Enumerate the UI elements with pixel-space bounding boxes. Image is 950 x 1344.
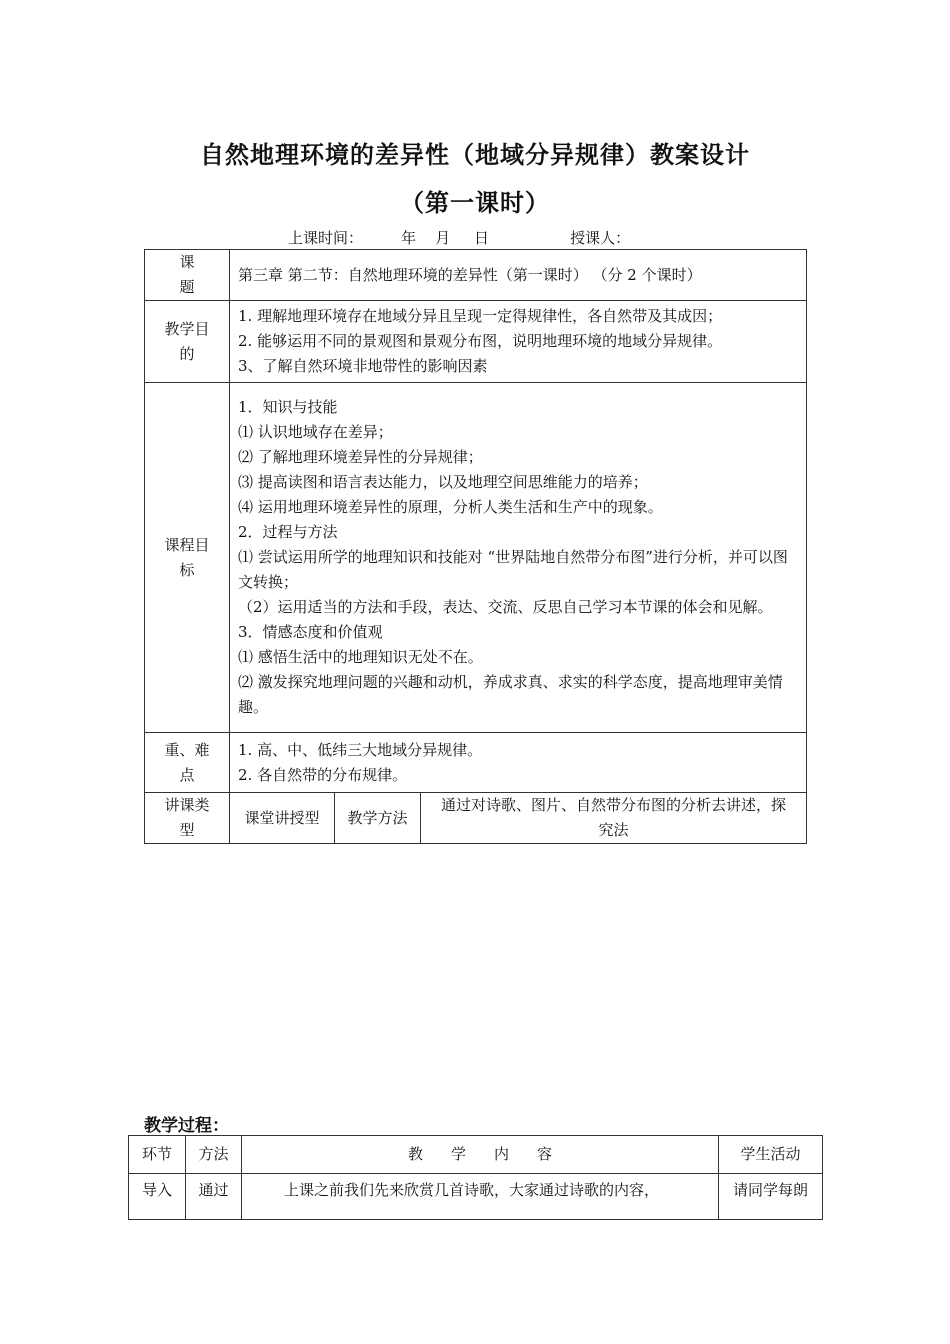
cell-method: 通过 bbox=[186, 1174, 242, 1220]
document-subtitle: （第一课时） bbox=[400, 189, 550, 217]
cell-student-activity: 请同学每朗 bbox=[719, 1174, 823, 1220]
process-title: 教学过程： bbox=[144, 1116, 229, 1136]
cell-section: 导入 bbox=[129, 1174, 186, 1220]
class-meta-line: 上课时间： 年 月 日 授课人： bbox=[288, 229, 631, 247]
header-section: 环节 bbox=[129, 1136, 186, 1174]
objectives-line: ⑷ 运用地理环境差异性的原理，分析人类生活和生产中的现象。 bbox=[238, 498, 663, 516]
aims-line: 3、了解自然环境非地带性的影响因素 bbox=[238, 357, 488, 375]
key-points-line: 1. 高、中、低纬三大地域分异规律。 bbox=[238, 740, 483, 759]
process-header-row bbox=[129, 1136, 823, 1174]
topic-row bbox=[145, 250, 807, 301]
lesson-info-table bbox=[144, 249, 807, 844]
method-label: 教学方法 bbox=[335, 793, 421, 844]
objectives-line: ⑴ 感悟生活中的地理知识无处不在。 bbox=[238, 648, 483, 666]
objectives-label-text: 课程目 标 bbox=[164, 535, 210, 579]
objectives-line: 2．过程与方法 bbox=[238, 523, 338, 541]
objectives-line: （2）运用适当的方法和手段，表达、交流、反思自己学习本节课的体会和见解。 bbox=[238, 598, 773, 616]
cell-content: 上课之前我们先来欣赏几首诗歌，大家通过诗歌的内容， bbox=[242, 1174, 719, 1220]
topic-label bbox=[145, 250, 230, 301]
document-title: 自然地理环境的差异性（地域分异规律）教案设计 bbox=[200, 141, 750, 169]
header-content: 教学内容 bbox=[242, 1136, 719, 1174]
objectives-line: 3．情感态度和价值观 bbox=[238, 623, 383, 641]
objectives-content bbox=[230, 383, 807, 733]
topic-content: 第三章 第二节：自然地理环境的差异性（第一课时） （分 2 个课时） bbox=[230, 250, 807, 301]
key-points-label-text: 重、难 点 bbox=[164, 740, 210, 784]
objectives-line: ⑴ 尝试运用所学的地理知识和技能对 “世界陆地自然带分布图”进行分析，并可以图文转换； bbox=[238, 548, 788, 591]
key-points-row bbox=[145, 733, 807, 793]
method-value: 通过对诗歌、图片、自然带分布图的分析去讲述，探究法 bbox=[421, 793, 807, 844]
key-points-content bbox=[230, 733, 807, 793]
aims-label-text: 教学目 的 bbox=[164, 319, 210, 363]
process-table bbox=[128, 1135, 823, 1220]
lesson-type-row bbox=[145, 793, 807, 844]
aims-line: 2. 能够运用不同的景观图和景观分布图，说明地理环境的地域分异规律。 bbox=[238, 332, 723, 350]
key-points-label bbox=[145, 733, 230, 793]
lesson-type-label bbox=[145, 793, 230, 844]
objectives-line: 1．知识与技能 bbox=[238, 398, 338, 416]
objectives-line: ⑵ 激发探究地理问题的兴趣和动机，养成求真、求实的科学态度，提高地理审美情趣。 bbox=[238, 673, 783, 716]
aims-content bbox=[230, 301, 807, 383]
objectives-row bbox=[145, 383, 807, 733]
objectives-line: ⑴ 认识地域存在差异； bbox=[238, 423, 393, 441]
aims-label bbox=[145, 301, 230, 383]
lesson-type-label-text: 讲课类 型 bbox=[164, 796, 210, 839]
objectives-line: ⑶ 提高读图和语言表达能力，以及地理空间思维能力的培养； bbox=[238, 473, 648, 491]
header-method: 方法 bbox=[186, 1136, 242, 1174]
key-points-line: 2. 各自然带的分布规律。 bbox=[238, 765, 408, 784]
header-student-activity: 学生活动 bbox=[719, 1136, 823, 1174]
topic-label-text: 课 题 bbox=[179, 253, 195, 296]
aims-line: 1. 理解地理环境存在地域分异且呈现一定得规律性，各自然带及其成因； bbox=[238, 307, 723, 325]
aims-row bbox=[145, 301, 807, 383]
lesson-type-value: 课堂讲授型 bbox=[230, 793, 335, 844]
objectives-label bbox=[145, 383, 230, 733]
process-row bbox=[129, 1174, 823, 1220]
objectives-line: ⑵ 了解地理环境差异性的分异规律； bbox=[238, 448, 483, 466]
